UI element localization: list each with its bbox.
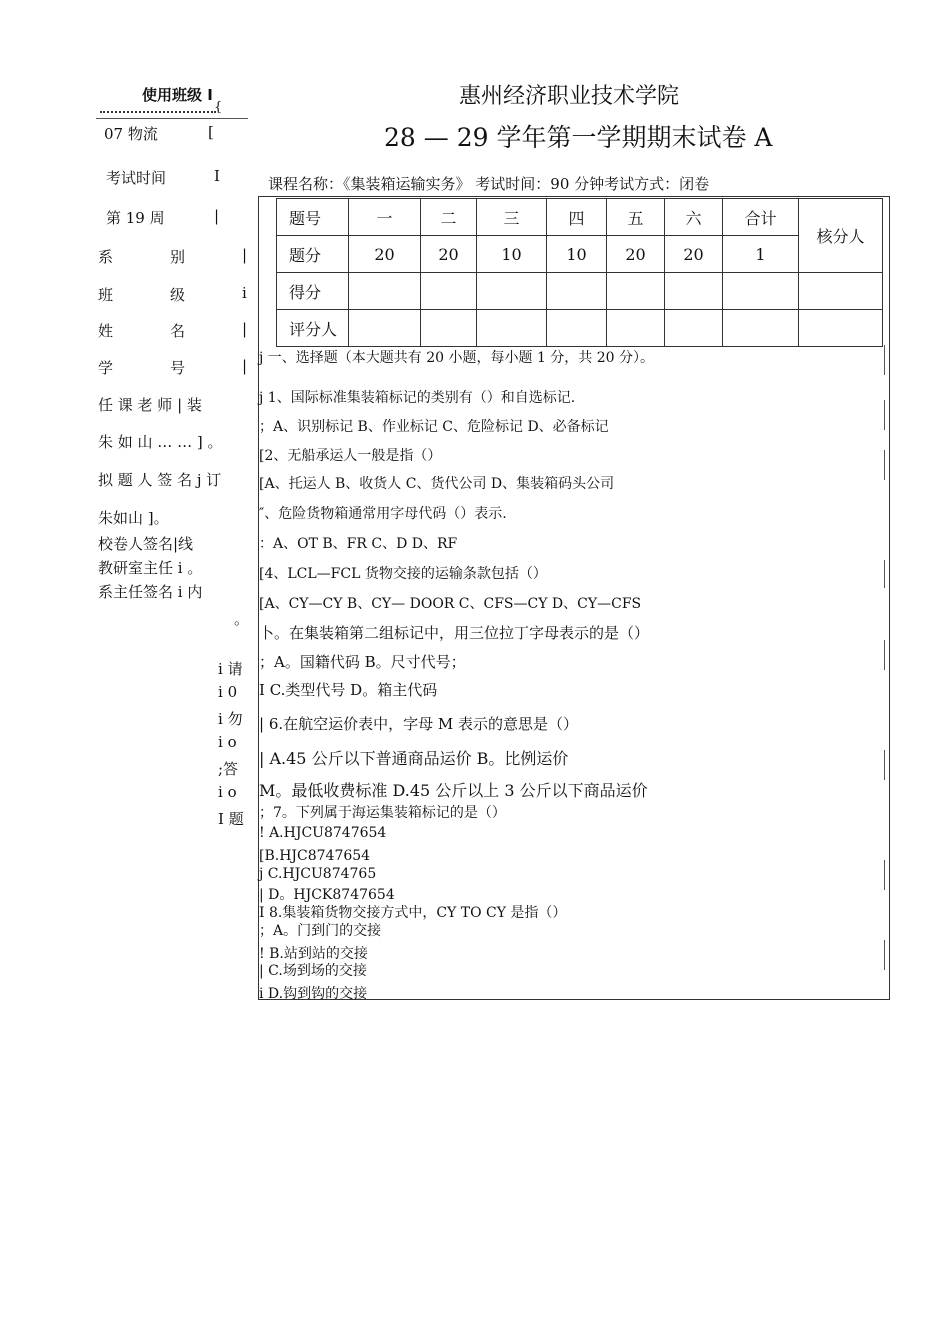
grader-cell[interactable]: [547, 310, 607, 347]
class-value: 07 物流: [104, 125, 158, 143]
option-line: [B.HJC8747654: [259, 848, 371, 864]
cell-points-4: 10: [547, 236, 607, 273]
notice-5: ;答: [218, 760, 239, 778]
question-line: [2、无船承运人一般是指（）: [259, 448, 442, 464]
field-name-mark: |: [242, 320, 248, 338]
field-id-a: 学: [98, 359, 114, 377]
frame-right: [889, 196, 890, 1000]
notice-3: i 勿: [218, 710, 243, 728]
field-dept-b: 别: [170, 248, 186, 266]
question-line: | A.45 公斤以下普通商品运价 B。比例运价: [259, 749, 569, 768]
class-label: 使用班级 I: [142, 86, 213, 104]
cell-score-label: 得分: [277, 273, 349, 310]
margin-tick: [884, 940, 885, 970]
cell-qno-label: 题号: [277, 199, 349, 236]
week-mark: |: [214, 207, 220, 225]
cell-q1: 一: [349, 199, 421, 236]
question-line: j 1、国际标准集装箱标记的类别有（）和自选标记.: [259, 390, 576, 406]
cell-points-5: 20: [607, 236, 665, 273]
cell-points-label: 题分: [277, 236, 349, 273]
score-cell[interactable]: [665, 273, 723, 310]
option-line: | C.场到场的交接: [259, 963, 367, 979]
exam-time-label: 考试时间: [106, 169, 167, 187]
grader-cell[interactable]: [723, 310, 799, 347]
question-line: ：A、OT B、FR C、D D、RF: [259, 536, 458, 552]
question-line: [A、托运人 B、收货人 C、货代公司 D、集装箱码头公司: [259, 476, 615, 492]
brace-mark: {: [214, 100, 223, 115]
score-cell[interactable]: [477, 273, 547, 310]
section-heading: j 一、选择题（本大题共有 20 小题，每小题 1 分，共 20 分）。: [259, 350, 655, 366]
notice-6: i o: [218, 783, 237, 801]
cell-points-3: 10: [477, 236, 547, 273]
dean-label: 系主任签名 i 内: [98, 583, 203, 601]
question-line: [4、LCL—FCL 货物交接的运输条款包括（）: [259, 566, 547, 582]
option-line: j C.HJCU874765: [259, 866, 377, 882]
cell-q4: 四: [547, 199, 607, 236]
margin-tick: [884, 640, 885, 670]
margin-tick: [884, 345, 885, 375]
question-line: I 8.集装箱货物交接方式中，CY TO CY 是指（）: [259, 905, 567, 921]
option-line: ! B.站到站的交接: [259, 946, 368, 962]
margin-tick: [884, 750, 885, 780]
option-line: ；A。门到门的交接: [259, 923, 382, 939]
cell-points-2: 20: [421, 236, 477, 273]
cell-checker: 核分人: [799, 199, 883, 273]
teacher-label: 任 课 老 师 | 装: [98, 396, 202, 414]
course-info: 课程名称：《集装箱运输实务》 考试时间：90 分钟考试方式：闭卷: [268, 175, 710, 193]
grader-cell[interactable]: [477, 310, 547, 347]
option-line: ! A.HJCU8747654: [259, 825, 387, 841]
cell-grader-label: 评分人: [277, 310, 349, 347]
director-label: 教研室主任 i 。: [98, 559, 203, 577]
margin-tick: [884, 560, 885, 588]
cell-q2: 二: [421, 199, 477, 236]
score-cell[interactable]: [421, 273, 477, 310]
question-line: 卜。在集装箱第二组标记中，用三位拉丁字母表示的是（）: [259, 624, 650, 642]
option-line: i D.钩到钩的交接: [259, 986, 368, 1002]
frame-top: [258, 196, 890, 197]
option-line: | D。HJCK8747654: [259, 887, 395, 903]
notice-4: i o: [218, 733, 237, 751]
question-line: M。最低收费标准 D.45 公斤以上 3 公斤以下商品运价: [259, 781, 648, 800]
cell-q6: 六: [665, 199, 723, 236]
margin-tick: [884, 450, 885, 480]
question-line: | 6.在航空运价表中，字母 M 表示的意思是（）: [259, 715, 579, 733]
teacher-name: 朱 如 山 … … ] 。: [98, 433, 223, 451]
cell-points-6: 20: [665, 236, 723, 273]
exam-title: 28 — 29 学年第一学期期末试卷 A: [384, 123, 773, 152]
field-class-mark: i: [242, 284, 247, 302]
grader-cell[interactable]: [421, 310, 477, 347]
field-class-a: 班: [98, 286, 114, 304]
question-line: ″、危险货物箱通常用字母代码（）表示.: [259, 506, 507, 522]
field-id-mark: |: [242, 357, 248, 375]
question-line: [A、CY—CY B、CY— DOOR C、CFS—CY D、CY—CFS: [259, 596, 642, 612]
exam-week: 第 19 周: [106, 209, 165, 227]
setter-label: 拟 题 人 签 名 j 订: [98, 471, 222, 489]
score-cell[interactable]: [799, 273, 883, 310]
score-cell[interactable]: [723, 273, 799, 310]
question-line: ；A。国籍代码 B。尺寸代号；: [259, 653, 466, 671]
exam-time-mark: I: [214, 167, 220, 185]
field-class-b: 级: [170, 286, 186, 304]
reviewer-label: 校卷人签名|线: [98, 535, 194, 553]
solid-divider: [96, 118, 248, 119]
setter-name: 朱如山 ]。: [98, 509, 169, 527]
grader-cell[interactable]: [799, 310, 883, 347]
grader-cell[interactable]: [349, 310, 421, 347]
cell-q3: 三: [477, 199, 547, 236]
notice-2: i 0: [218, 683, 238, 701]
question-line: ；A、识别标记 B、作业标记 C、危险标记 D、必备标记: [259, 419, 609, 435]
dot-mark: 。: [234, 610, 250, 628]
question-line: ；7。下列属于海运集装箱标记的是（）: [259, 805, 506, 821]
grader-cell[interactable]: [607, 310, 665, 347]
cell-total: 合计: [723, 199, 799, 236]
notice-1: i 请: [218, 660, 243, 678]
score-cell[interactable]: [349, 273, 421, 310]
field-id-b: 号: [170, 359, 186, 377]
cell-points-total: 1: [723, 236, 799, 273]
grader-cell[interactable]: [665, 310, 723, 347]
score-cell[interactable]: [607, 273, 665, 310]
field-dept-a: 系: [98, 248, 114, 266]
notice-7: I 题: [218, 810, 244, 828]
question-line: I C.类型代号 D。箱主代码: [259, 681, 438, 699]
field-name-b: 名: [170, 322, 186, 340]
dotted-divider: [100, 111, 216, 113]
school-name: 惠州经济职业技术学院: [459, 84, 680, 109]
score-cell[interactable]: [547, 273, 607, 310]
score-table: [276, 198, 883, 347]
cell-points-1: 20: [349, 236, 421, 273]
bracket-mark: [: [208, 123, 214, 141]
cell-q5: 五: [607, 199, 665, 236]
field-dept-mark: |: [242, 246, 248, 264]
field-name-a: 姓: [98, 322, 114, 340]
margin-tick: [884, 400, 885, 430]
margin-tick: [884, 860, 885, 890]
